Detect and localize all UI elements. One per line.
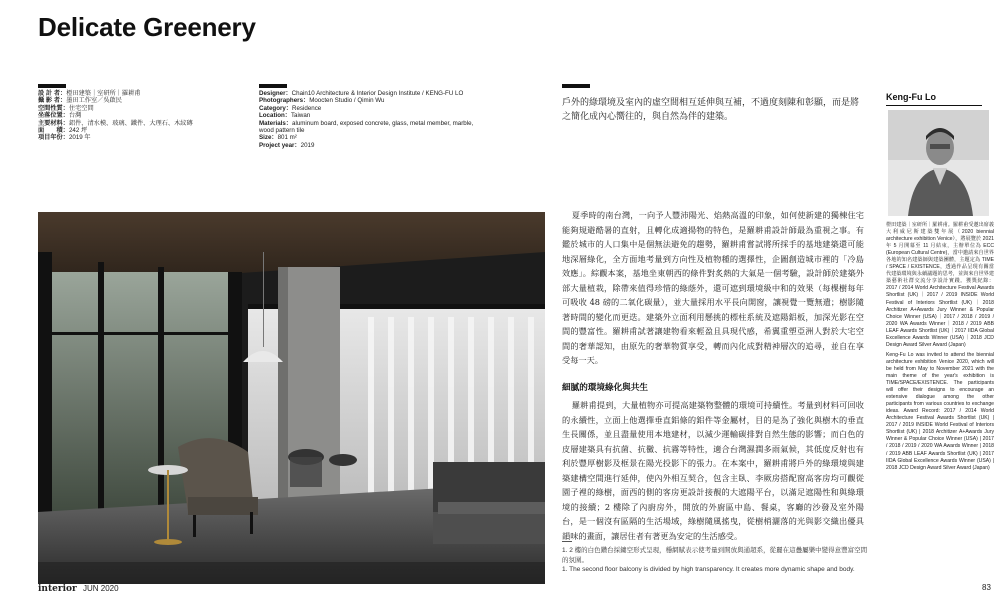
- credit-en-row-value: 801 m²: [277, 134, 297, 142]
- credit-en-row-value: Chain10 Architecture & Interior Design Institute / KENG-FU LO: [291, 90, 464, 97]
- credit-zh-row-value: 2019 年: [68, 134, 91, 142]
- credit-zh-row-label: 設 計 者：: [38, 90, 67, 97]
- credit-en-row: [259, 112, 489, 119]
- credits-zh: [38, 90, 238, 142]
- credit-zh-row-value: 墨田工作室／吳啟民: [66, 97, 122, 105]
- credit-zh-row-value: 鋁件、清水模、玻璃、鐵件、大理石、木紋磚: [68, 119, 193, 127]
- page-number: 83: [982, 583, 991, 592]
- credit-en-row: [259, 90, 489, 97]
- credit-zh-row-value: 橙田建築｜室研所｜羅耕甫: [66, 90, 141, 97]
- issue-date: JUN 2020: [83, 584, 119, 593]
- magazine-name: interior: [38, 584, 77, 594]
- credit-en-row-label: Materials：: [259, 119, 293, 127]
- photo-caption: [562, 546, 872, 575]
- intro-text: 戶外的綠環境及室內的虛空間相互延伸與互補，不過度刻陳和彰顯，而是將之簡化成內心嚮往的，與自然為伴的建築。: [562, 98, 860, 122]
- credit-zh-row: [38, 112, 238, 119]
- credit-en-row: [259, 134, 489, 141]
- credits-en: [259, 90, 489, 149]
- credit-en-row-value: aluminum board, exposed concrete, glass, metal member, marble, wood pattern tile: [259, 119, 474, 135]
- designer-bio: [886, 222, 994, 472]
- credit-zh-row-label: 面 積：: [38, 127, 69, 135]
- credit-zh-row-label: 坐落位置：: [38, 112, 69, 120]
- section-subhead: 細膩的環境綠化與共生: [562, 381, 648, 392]
- designer-portrait: [888, 110, 989, 216]
- credit-zh-row-value: 台灣: [68, 112, 82, 120]
- credit-en-row-label: Category：: [259, 104, 293, 112]
- credit-en-row: [259, 120, 489, 135]
- interior-photo: [38, 212, 545, 584]
- credit-en-row-value: Moocten Studio / Qimin Wu: [309, 97, 385, 105]
- designer-name: Keng-Fu Lo: [886, 92, 936, 102]
- article-title: Delicate Greenery: [38, 12, 256, 42]
- body-paragraph-2: 羅耕甫提到，大量植物亦可提高建築物整體的環境可持續性。考量到材料可回收的永續性，立面上他選擇垂直鋁條的鋁件等金屬材，目的是為了強化與樹木的垂直生長關係，並且盡量使用本地建材，以減少運輸碳排對自然生態的影響；而白色的皮層建築具有抗菌、抗黴、抗霧等特性，適合台灣濕潤多雨氣候，其低度反射也有利於豐厚樹影及框景在陽光投影下的張力。在本案中，羅耕甫將戶外的綠環境與建築建構空間進行延伸，使內外相互契合，包含主臥、李厥房搭配窗高客房均可觀從園子裡的綠樹，面西的側的客房更設計接靚的大遮陽平台，以滿足遮陽性和與綠環境的接續；2 樓除了內廚房外，開放的外廚區中島、餐桌，客廳的沙發及室外陽台，是一個沒有區隔的生活場域，綠樹隨風搖曳，從樹梢灑落的光與影交織出優具韻味的畫面，讓居住者有著更為安定的生活感受。: [562, 400, 864, 541]
- credit-zh-row-label: 空間性質：: [38, 104, 69, 112]
- credit-en-row-label: Location：: [259, 112, 291, 120]
- bio-zh: 橙田建築｜室研所｜羅耕甫。羅耕甫受邀出席義大利威尼斯建築雙年展（2020 biennial architecture exhibition Venice），將展覽於 2021 年 5 月開幕至 11 月結束，主辦單位為 ECC (European Cultural Centre)，當中邀請來自世界各地的知名建築師與建築團體，主題定為 TIME / SPACE / EXISTENCE，透過作品呈現有關當代建築環境與永續議題的思考，並與來自世界建築藝術社群交流分享設計實踐。獲獎紀錄：2017 / 2014 World Architecture Festival Awards Shortlist (UK)｜2017 / 2019 INSIDE World Festival of Interiors Shortlist (UK)｜2018 Architizer A+Awards Jury Winner & Popular Choice Winner (USA)｜2017 / 2018 / 2019 / 2020 WA Awards Winner｜2018 / 2019 ABB LEAF Awards Shortlist (UK)｜2017 IIDA Global Excellence Awards Winner (USA)｜2018 JCD Design Award Silver Award (Japan): [886, 222, 994, 348]
- credit-en-row: [259, 105, 489, 112]
- credit-zh-row: [38, 120, 238, 127]
- credit-zh-row-label: 項目年份：: [38, 134, 69, 142]
- credit-zh-row-label: 攝 影 者：: [38, 97, 67, 105]
- credit-zh-row-label: 主要材料：: [38, 119, 69, 127]
- credit-en-row-label: Designer：: [259, 90, 292, 97]
- credits-en-rule: [259, 84, 287, 88]
- credit-en-row-label: Project year：: [259, 141, 301, 149]
- credit-en-row: [259, 142, 489, 149]
- body-paragraph-1: 夏季時的南台灣，一向予人豐沛陽光、焰熱高溫的印象，如何使新建的獨棟住宅能夠規避酷暑的直射，且轉化成適揚物的特色，是羅耕甫設計師最為重視之事。有鑑於城市的人口集中是個無法避免的趨勢，羅耕甫嘗試將所採手的基地建築還可能地深層綠化，全方面地考量到方向性及植物種的選擇性，企圖創造城市裡的「冷島效應」。綜觀本案，基地坐東朝西的條件對炙熱的大氣是一個考驗，設計師於建築外部大量植栽，除帶來值得珍惜的綠蔭外，還可遮到環境級中和的效果（每棵樹每年可吸收 48 磅的二氧化碳量），並大量採用水平長向開窗，讓視覺一覽無遺；樹影隨著時間的變化而更迭。建築外立面利用懸挑的標柱系統及遮陽鋁板，加深光影在空間的豐富性。羅耕甫試著讓建物看來輕盈且具現代感，希翼重塑亞洲人對於大宅空間的奢華認知，由原先的奢華物質享受，轉而內化成對精神層次的追尋，並自在享受每一天。: [562, 210, 864, 365]
- credits-zh-rule: [38, 84, 66, 88]
- credit-zh-row: [38, 97, 238, 104]
- intro-rule: [562, 84, 590, 88]
- credit-en-row: [259, 97, 489, 104]
- credit-zh-row-value: 242 坪: [68, 127, 88, 135]
- caption-zh: 1. 2 樓的白色鑽台採鏤空形式呈現，穩網賦表示使考量到開放與通超系，從麗在這疊屬樂中變得意豐富空間的氛圍。: [562, 547, 868, 564]
- credit-en-row-value: 2019: [300, 141, 315, 149]
- credit-en-row-value: Residence: [292, 104, 322, 112]
- credit-en-row-value: Taiwan: [290, 112, 311, 120]
- credit-zh-row-value: 住宅空間: [68, 104, 94, 112]
- sidebar-rule: [886, 105, 982, 106]
- credit-zh-row: [38, 134, 238, 141]
- folio-left: [38, 584, 119, 594]
- caption-rule: [562, 541, 572, 542]
- credit-en-row-label: Photographers：: [259, 97, 310, 105]
- bio-en: Keng-Fu Lo was invited to attend the biennial architecture exhibition Venice 2020, which will be held from May to November 2021 with the main theme of the year's exhibition is TIME/SPACE/EXISTENCE. The participants will offer their designs to encourage an extensive dialogue among the other participants from various countries to exchange ideas. Award Record: 2017 / 2014 World Architecture Festival Awards Shortlist (UK) | 2017 / 2019 INSIDE World Festival of Interiors Shortlist (UK) | 2018 Architizer A+Awards Jury Winner & Popular Choice Winner (USA) | 2017 / 2018 / 2019 / 2020 WA Awards Winner | 2018 / 2019 ABB LEAF Awards Shortlist (UK) | 2017 IIDA Global Excellence Awards Winner (USA) | 2018 JCD Design Award Silver Award (Japan): [886, 351, 994, 471]
- article-body: [562, 208, 864, 543]
- caption-en: 1. The second floor balcony is divided by high transparency. It creates more dynamic shape and body.: [562, 566, 855, 573]
- credit-en-row-label: Size：: [259, 134, 278, 142]
